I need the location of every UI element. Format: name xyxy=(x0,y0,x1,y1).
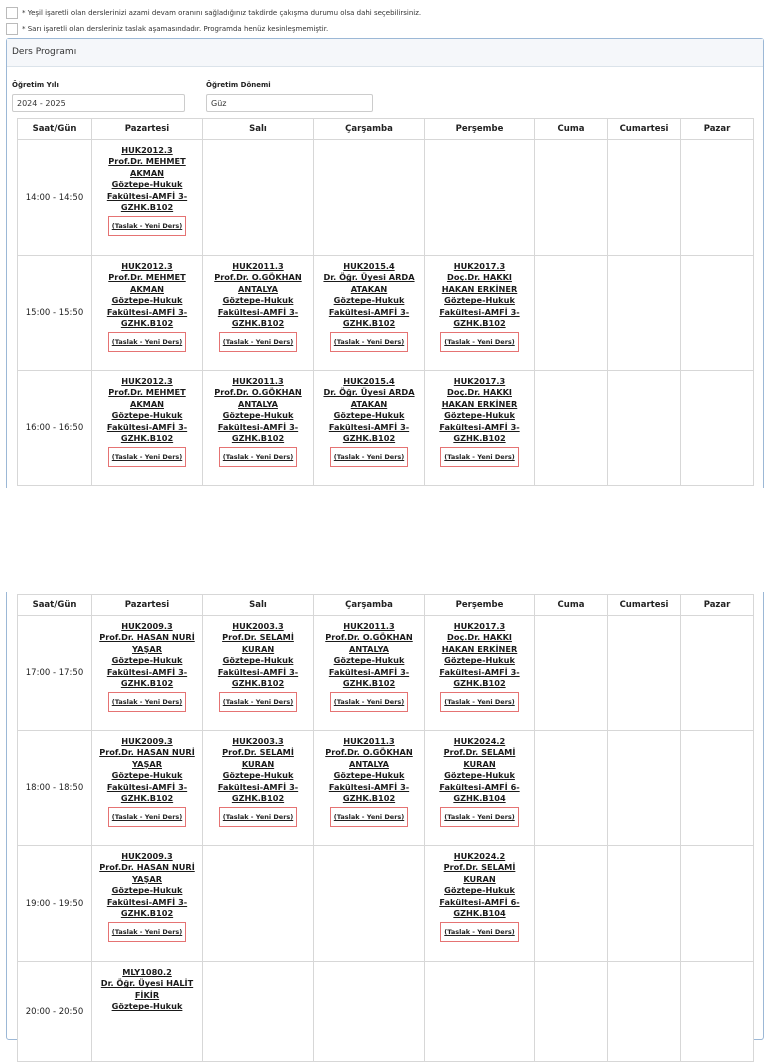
course-link[interactable] xyxy=(425,256,534,329)
course-line: Fakültesi-AMFİ 3- xyxy=(439,421,520,432)
empty-cell xyxy=(314,846,425,962)
course-line: Göztepe-Hukuk xyxy=(444,770,515,781)
course-line: GZHK.B102 xyxy=(342,318,396,329)
course-line: Prof.Dr. O.GÖKHAN xyxy=(214,272,302,283)
course-line: HUK2009.3 xyxy=(121,736,173,746)
draft-status-badge[interactable]: (Taslak - Yeni Ders) xyxy=(330,692,408,712)
course-line: Göztepe-Hukuk xyxy=(111,410,183,421)
time-row xyxy=(18,616,754,731)
course-line: ANTALYA xyxy=(238,398,278,409)
course-line: Fakültesi-AMFİ 3- xyxy=(106,896,188,907)
course-link[interactable] xyxy=(92,371,202,444)
course-line: Fakültesi-AMFİ 3- xyxy=(328,781,410,792)
course-line: Fakültesi-AMFİ 3- xyxy=(328,666,410,677)
course-line: Fakültesi-AMFİ 6- xyxy=(439,896,520,907)
legend-green-swatch xyxy=(6,7,18,19)
course-line: AKMAN xyxy=(129,398,165,409)
course-line: Doç.Dr. HAKKI xyxy=(447,387,512,398)
course-line: GZHK.B102 xyxy=(453,433,506,444)
column-header: Pazartesi xyxy=(92,119,203,140)
empty-cell xyxy=(535,371,608,486)
course-line: Fakültesi-AMFİ 3- xyxy=(328,306,410,317)
course-line: HUK2011.3 xyxy=(232,376,284,386)
column-header: Saat/Gün xyxy=(18,119,92,140)
course-line: ATAKAN xyxy=(350,283,388,294)
legend xyxy=(6,5,766,37)
course-line: Dr. Öğr. Üyesi ARDA xyxy=(323,387,415,398)
course-line: Fakültesi-AMFİ 3- xyxy=(217,306,299,317)
empty-cell xyxy=(425,962,535,1062)
time-slot: 15:00 - 15:50 xyxy=(18,256,92,371)
course-line: Dr. Öğr. Üyesi HALİT xyxy=(100,978,194,989)
course-line: Prof.Dr. SELAMİ xyxy=(222,747,294,758)
course-cell xyxy=(203,371,314,486)
course-line: GZHK.B102 xyxy=(120,678,174,689)
course-line: HUK2011.3 xyxy=(232,261,284,271)
course-line: Prof.Dr. SELAMİ xyxy=(222,632,294,643)
term-field[interactable]: Güz xyxy=(206,94,373,112)
course-cell xyxy=(92,140,203,256)
draft-status-badge[interactable]: (Taslak - Yeni Ders) xyxy=(440,807,518,827)
course-cell xyxy=(203,616,314,731)
course-line: HUK2012.3 xyxy=(121,145,173,155)
course-line: ATAKAN xyxy=(350,398,388,409)
course-cell xyxy=(92,962,203,1062)
course-line: Göztepe-Hukuk xyxy=(222,655,294,666)
course-line: Prof.Dr. O.GÖKHAN xyxy=(214,387,302,398)
course-line: Göztepe-Hukuk xyxy=(444,655,515,666)
course-line: Göztepe-Hukuk xyxy=(333,295,405,306)
draft-status-badge[interactable]: (Taslak - Yeni Ders) xyxy=(219,447,297,467)
column-header: Cumartesi xyxy=(608,119,681,140)
course-line: KURAN xyxy=(241,643,275,654)
course-line: Fakültesi-AMFİ 3- xyxy=(217,781,299,792)
course-line: Dr. Öğr. Üyesi ARDA xyxy=(323,272,415,283)
schedule-table xyxy=(17,118,754,486)
time-slot: 19:00 - 19:50 xyxy=(18,846,92,962)
course-line: GZHK.B102 xyxy=(453,678,506,689)
column-header: Salı xyxy=(203,595,314,616)
course-line: Fakültesi-AMFİ 3- xyxy=(106,666,188,677)
course-line: GZHK.B102 xyxy=(120,202,174,213)
course-line: HUK2012.3 xyxy=(121,261,173,271)
course-line: Prof.Dr. O.GÖKHAN xyxy=(325,747,413,758)
column-header: Cuma xyxy=(535,119,608,140)
course-line: Göztepe-Hukuk xyxy=(111,770,183,781)
year-field[interactable]: 2024 - 2025 xyxy=(12,94,185,112)
empty-cell xyxy=(608,371,681,486)
draft-status-badge[interactable]: (Taslak - Yeni Ders) xyxy=(219,692,297,712)
draft-status-badge[interactable]: (Taslak - Yeni Ders) xyxy=(330,807,408,827)
course-cell xyxy=(314,256,425,371)
course-cell xyxy=(314,731,425,846)
course-line: YAŞAR xyxy=(131,873,163,884)
draft-status-badge[interactable]: (Taslak - Yeni Ders) xyxy=(108,922,186,942)
course-line: Fakültesi-AMFİ 3- xyxy=(106,306,188,317)
course-cell xyxy=(425,371,535,486)
draft-status-badge[interactable]: (Taslak - Yeni Ders) xyxy=(330,447,408,467)
column-header: Çarşamba xyxy=(314,595,425,616)
course-line: GZHK.B102 xyxy=(453,318,506,329)
draft-status-badge[interactable]: (Taslak - Yeni Ders) xyxy=(108,692,186,712)
empty-cell xyxy=(608,962,681,1062)
time-slot: 14:00 - 14:50 xyxy=(18,140,92,256)
course-line: Göztepe-Hukuk xyxy=(111,179,183,190)
course-line: AKMAN xyxy=(129,167,165,178)
empty-cell xyxy=(535,731,608,846)
course-line: Fakültesi-AMFİ 3- xyxy=(217,666,299,677)
course-link[interactable] xyxy=(203,256,313,329)
course-cell xyxy=(92,616,203,731)
empty-cell xyxy=(314,962,425,1062)
course-line: GZHK.B102 xyxy=(231,678,285,689)
course-line: Göztepe-Hukuk xyxy=(111,295,183,306)
course-line: HAKAN ERKİNER xyxy=(441,643,518,654)
empty-cell xyxy=(681,731,754,846)
course-link[interactable] xyxy=(314,616,424,689)
course-line: FİKİR xyxy=(134,989,160,1000)
course-line: HUK2017.3 xyxy=(453,261,506,271)
course-cell xyxy=(425,731,535,846)
legend-yellow-note xyxy=(6,21,766,37)
course-line: Fakültesi-AMFİ 3- xyxy=(439,306,520,317)
course-link[interactable] xyxy=(314,371,424,444)
draft-status-badge[interactable]: (Taslak - Yeni Ders) xyxy=(440,692,518,712)
draft-status-badge[interactable]: (Taslak - Yeni Ders) xyxy=(440,922,518,942)
empty-cell xyxy=(535,616,608,731)
column-header: Perşembe xyxy=(425,595,535,616)
course-link[interactable] xyxy=(92,140,202,213)
course-line: Prof.Dr. HASAN NURİ xyxy=(99,632,195,643)
course-link[interactable] xyxy=(203,371,313,444)
time-row xyxy=(18,731,754,846)
course-line: GZHK.B102 xyxy=(231,318,285,329)
course-line: HUK2024.2 xyxy=(453,736,506,746)
course-line: Prof.Dr. HASAN NURİ xyxy=(99,747,195,758)
course-line: Prof.Dr. SELAMİ xyxy=(443,862,516,873)
course-link[interactable] xyxy=(314,256,424,329)
course-cell xyxy=(425,616,535,731)
course-line: Göztepe-Hukuk xyxy=(444,295,515,306)
course-link[interactable] xyxy=(425,846,534,919)
column-header: Pazar xyxy=(681,595,754,616)
course-line: Göztepe-Hukuk xyxy=(444,410,515,421)
empty-cell xyxy=(535,256,608,371)
empty-cell xyxy=(314,140,425,256)
course-line: YAŞAR xyxy=(131,643,163,654)
empty-cell xyxy=(681,371,754,486)
course-line: Göztepe-Hukuk xyxy=(333,410,405,421)
course-line: HUK2024.2 xyxy=(453,851,506,861)
empty-cell xyxy=(681,846,754,962)
course-line: Fakültesi-AMFİ 3- xyxy=(106,421,188,432)
course-line: Fakültesi-AMFİ 3- xyxy=(106,190,188,201)
course-link[interactable] xyxy=(314,731,424,804)
empty-cell xyxy=(681,616,754,731)
course-link[interactable] xyxy=(203,731,313,804)
course-line: Fakültesi-AMFİ 3- xyxy=(439,666,520,677)
course-line: Göztepe-Hukuk xyxy=(444,885,515,896)
column-header: Salı xyxy=(203,119,314,140)
column-header: Cumartesi xyxy=(608,595,681,616)
time-row xyxy=(18,371,754,486)
empty-cell xyxy=(608,256,681,371)
draft-status-badge[interactable]: (Taslak - Yeni Ders) xyxy=(108,807,186,827)
course-link[interactable] xyxy=(425,731,534,804)
course-line: ANTALYA xyxy=(349,643,389,654)
page-break xyxy=(0,488,768,592)
draft-status-badge[interactable]: (Taslak - Yeni Ders) xyxy=(219,807,297,827)
course-line: Göztepe-Hukuk xyxy=(111,885,183,896)
course-cell xyxy=(425,846,535,962)
column-header: Pazartesi xyxy=(92,595,203,616)
course-line: HUK2015.4 xyxy=(343,261,395,271)
empty-cell xyxy=(608,140,681,256)
course-link[interactable] xyxy=(92,616,202,689)
course-line: GZHK.B102 xyxy=(342,678,396,689)
course-line: HUK2009.3 xyxy=(121,621,173,631)
empty-cell xyxy=(425,140,535,256)
time-row xyxy=(18,140,754,256)
course-line: HUK2011.3 xyxy=(343,621,395,631)
course-line: Prof.Dr. MEHMET xyxy=(108,387,186,398)
empty-cell xyxy=(203,140,314,256)
course-line: Prof.Dr. HASAN NURİ xyxy=(99,862,195,873)
empty-cell xyxy=(681,256,754,371)
course-line: HUK2009.3 xyxy=(121,851,173,861)
course-line: GZHK.B102 xyxy=(231,433,285,444)
empty-cell xyxy=(535,846,608,962)
column-header: Cuma xyxy=(535,595,608,616)
empty-cell xyxy=(681,140,754,256)
time-row xyxy=(18,962,754,1062)
empty-cell xyxy=(535,962,608,1062)
empty-cell xyxy=(681,962,754,1062)
course-line: Göztepe-Hukuk xyxy=(333,655,405,666)
course-cell xyxy=(92,371,203,486)
course-line: Fakültesi-AMFİ 3- xyxy=(328,421,410,432)
column-header: Çarşamba xyxy=(314,119,425,140)
column-header: Pazar xyxy=(681,119,754,140)
course-line: KURAN xyxy=(241,758,275,769)
course-link[interactable] xyxy=(92,962,202,1013)
course-line: Doç.Dr. HAKKI xyxy=(447,272,512,283)
header-row xyxy=(18,119,754,140)
draft-status-badge[interactable]: (Taslak - Yeni Ders) xyxy=(440,447,518,467)
legend-yellow-swatch xyxy=(6,23,18,35)
course-line: GZHK.B102 xyxy=(120,908,174,919)
time-row xyxy=(18,256,754,371)
course-link[interactable] xyxy=(92,846,202,919)
course-line: Fakültesi-AMFİ 3- xyxy=(217,421,299,432)
course-line: HAKAN ERKİNER xyxy=(441,398,518,409)
course-cell xyxy=(314,616,425,731)
draft-status-badge[interactable]: (Taslak - Yeni Ders) xyxy=(330,332,408,352)
course-cell xyxy=(203,256,314,371)
schedule-table xyxy=(17,594,754,1062)
course-line: Prof.Dr. O.GÖKHAN xyxy=(325,632,413,643)
course-line: GZHK.B102 xyxy=(342,793,396,804)
course-cell xyxy=(92,731,203,846)
time-slot: 20:00 - 20:50 xyxy=(18,962,92,1062)
course-line: Göztepe-Hukuk xyxy=(222,295,294,306)
course-line: GZHK.B104 xyxy=(453,793,506,804)
course-line: HUK2011.3 xyxy=(343,736,395,746)
empty-cell xyxy=(535,140,608,256)
legend-yellow-text: * Sarı işaretli olan dersleriniz taslak aşamasındadır. Programda henüz kesinleşmemiştir. xyxy=(22,25,329,33)
empty-cell xyxy=(608,616,681,731)
legend-green-note xyxy=(6,5,766,21)
year-label: Öğretim Yılı xyxy=(12,81,59,89)
legend-green-text: * Yeşil işaretli olan derslerinizi azami devam oranını sağladığınız takdirde çakışma durumu olsa dahi seçebilirsiniz. xyxy=(22,9,422,17)
course-line: GZHK.B104 xyxy=(453,908,506,919)
course-line: KURAN xyxy=(463,758,496,769)
column-header: Saat/Gün xyxy=(18,595,92,616)
empty-cell xyxy=(608,731,681,846)
course-line: ANTALYA xyxy=(349,758,389,769)
course-line: Prof.Dr. MEHMET xyxy=(108,272,186,283)
course-line: MLY1080.2 xyxy=(122,967,172,977)
course-link[interactable] xyxy=(92,731,202,804)
course-link[interactable] xyxy=(425,616,534,689)
course-line: HUK2003.3 xyxy=(232,621,284,631)
course-line: GZHK.B102 xyxy=(231,793,285,804)
course-link[interactable] xyxy=(92,256,202,329)
course-line: GZHK.B102 xyxy=(120,433,174,444)
draft-status-badge[interactable]: (Taslak - Yeni Ders) xyxy=(219,332,297,352)
course-line: HUK2017.3 xyxy=(453,621,506,631)
course-cell xyxy=(92,846,203,962)
course-line: GZHK.B102 xyxy=(120,793,174,804)
draft-status-badge[interactable]: (Taslak - Yeni Ders) xyxy=(108,447,186,467)
time-slot: 16:00 - 16:50 xyxy=(18,371,92,486)
course-line: Göztepe-Hukuk xyxy=(111,1001,183,1012)
time-row xyxy=(18,846,754,962)
course-line: KURAN xyxy=(463,873,496,884)
empty-cell xyxy=(608,846,681,962)
draft-status-badge[interactable]: (Taslak - Yeni Ders) xyxy=(108,216,186,236)
term-label: Öğretim Dönemi xyxy=(206,81,271,89)
course-line: Göztepe-Hukuk xyxy=(222,410,294,421)
course-cell xyxy=(314,371,425,486)
course-line: GZHK.B102 xyxy=(342,433,396,444)
course-line: Göztepe-Hukuk xyxy=(333,770,405,781)
course-cell xyxy=(203,731,314,846)
header-row xyxy=(18,595,754,616)
course-line: HUK2015.4 xyxy=(343,376,395,386)
course-line: Fakültesi-AMFİ 3- xyxy=(106,781,188,792)
course-cell xyxy=(92,256,203,371)
course-line: HAKAN ERKİNER xyxy=(441,283,518,294)
course-line: Göztepe-Hukuk xyxy=(111,655,183,666)
course-line: Fakültesi-AMFİ 6- xyxy=(439,781,520,792)
column-header: Perşembe xyxy=(425,119,535,140)
course-line: HUK2012.3 xyxy=(121,376,173,386)
time-slot: 17:00 - 17:50 xyxy=(18,616,92,731)
panel-title: Ders Programı xyxy=(7,39,763,67)
course-line: GZHK.B102 xyxy=(120,318,174,329)
course-line: Prof.Dr. SELAMİ xyxy=(443,747,516,758)
course-line: ANTALYA xyxy=(238,283,278,294)
draft-status-badge[interactable]: (Taslak - Yeni Ders) xyxy=(108,332,186,352)
empty-cell xyxy=(203,962,314,1062)
course-line: YAŞAR xyxy=(131,758,163,769)
course-link[interactable] xyxy=(203,616,313,689)
course-line: AKMAN xyxy=(129,283,165,294)
draft-status-badge[interactable]: (Taslak - Yeni Ders) xyxy=(440,332,518,352)
course-cell xyxy=(425,256,535,371)
course-line: HUK2017.3 xyxy=(453,376,506,386)
course-line: Prof.Dr. MEHMET xyxy=(108,156,186,167)
course-line: Göztepe-Hukuk xyxy=(222,770,294,781)
empty-cell xyxy=(203,846,314,962)
course-line: Doç.Dr. HAKKI xyxy=(447,632,512,643)
course-line: HUK2003.3 xyxy=(232,736,284,746)
time-slot: 18:00 - 18:50 xyxy=(18,731,92,846)
course-link[interactable] xyxy=(425,371,534,444)
